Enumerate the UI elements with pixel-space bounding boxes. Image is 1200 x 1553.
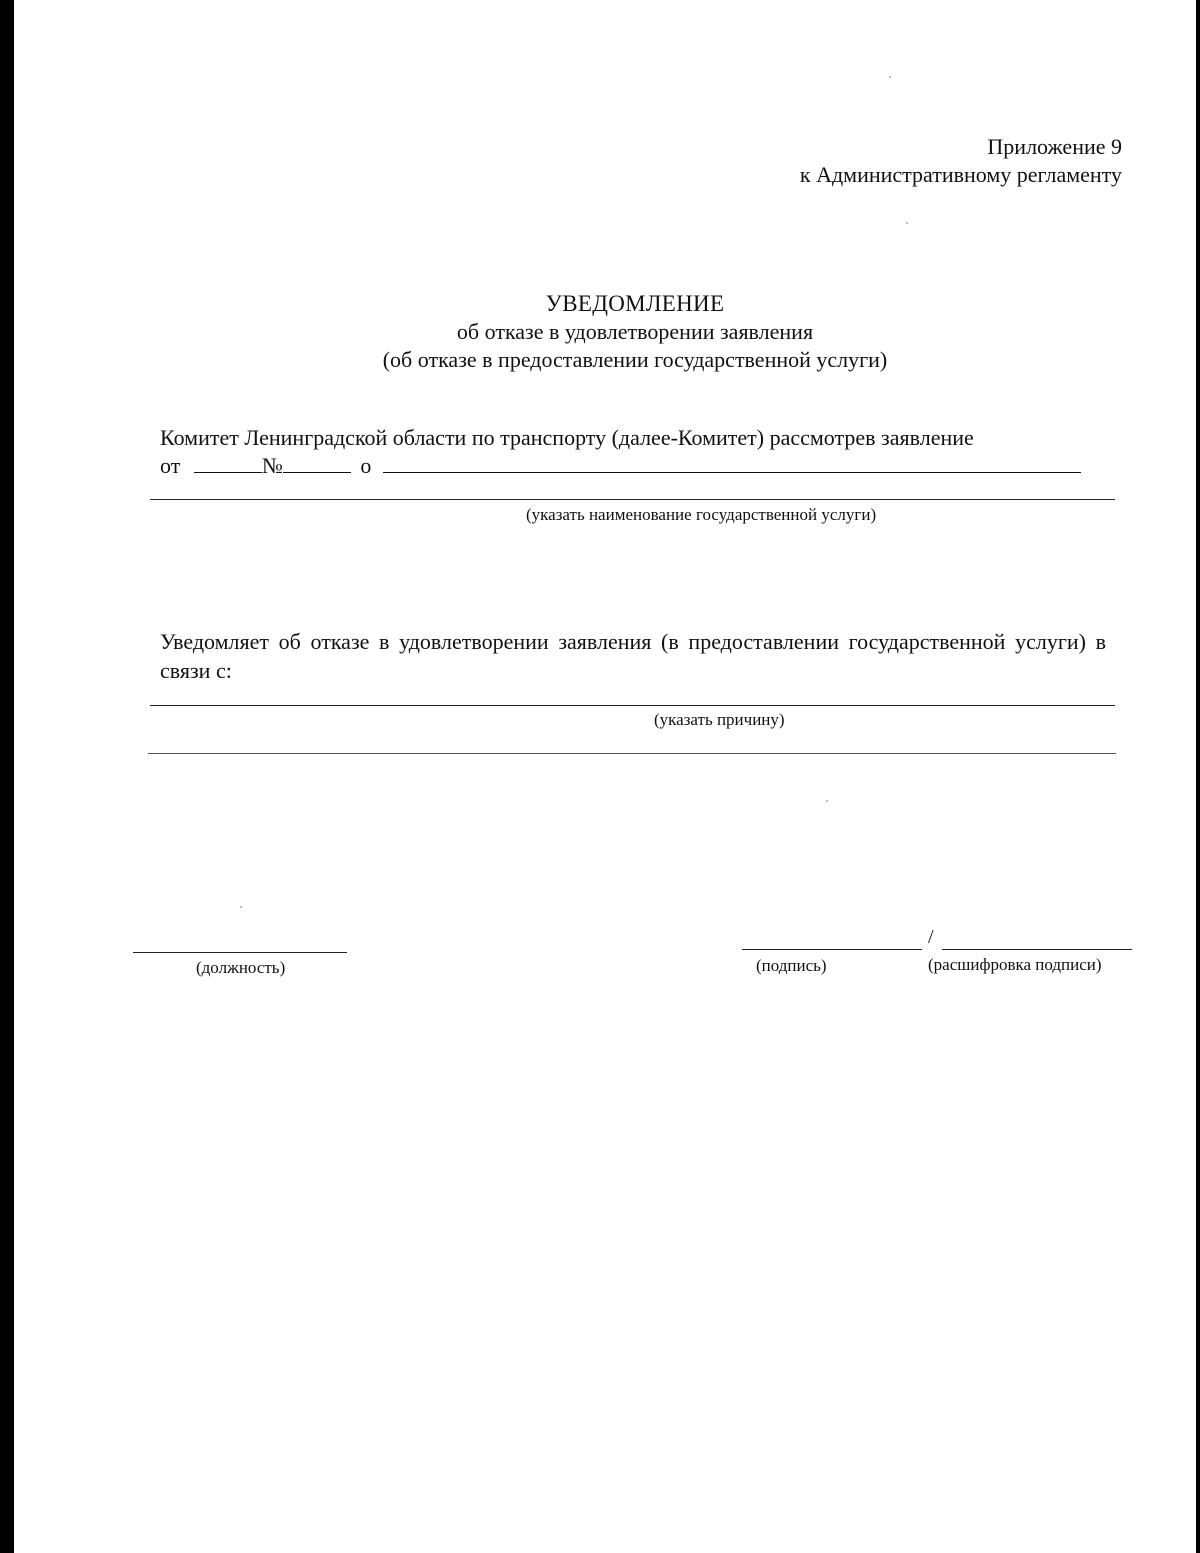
signature-decoding-caption: (расшифровка подписи) xyxy=(928,955,1102,974)
appendix-number: Приложение 9 xyxy=(987,134,1122,159)
from-label: от xyxy=(160,453,181,478)
reason-line xyxy=(150,705,1115,706)
document-title xyxy=(0,290,1200,374)
number-label: № xyxy=(261,453,283,478)
position-caption: (должность) xyxy=(196,958,286,977)
signature-decoding-line xyxy=(942,949,1132,950)
scan-speck xyxy=(889,76,891,78)
application-paragraph xyxy=(160,424,1081,480)
signature-line xyxy=(742,949,922,950)
refusal-notice: Уведомляет об отказе в удовлетворении заявления (в предоставлении государственной услуги) в связи с: xyxy=(160,629,1106,683)
scan-speck xyxy=(906,222,908,224)
signature-caption: (подпись) xyxy=(756,956,827,975)
signature-slash: / xyxy=(928,926,934,948)
reason-line-2 xyxy=(148,753,1116,754)
reason-caption: (указать причину) xyxy=(654,710,785,729)
service-name-caption: (указать наименование государственной услуги) xyxy=(526,505,877,524)
date-blank xyxy=(194,452,262,473)
about-label: о xyxy=(360,453,372,478)
number-blank xyxy=(283,452,351,473)
service-name-line xyxy=(150,499,1115,500)
scan-edge-right xyxy=(1196,0,1200,1553)
position-line xyxy=(133,952,347,953)
appendix-header xyxy=(800,133,1122,189)
scan-speck xyxy=(826,800,828,802)
subject-blank xyxy=(383,452,1081,473)
scan-speck xyxy=(240,906,242,908)
title-subtitle-1: об отказе в удовлетворении заявления xyxy=(456,319,814,344)
application-details-line xyxy=(160,452,1081,480)
title-subtitle-2: (об отказе в предоставлении государственной услуги) xyxy=(382,347,888,372)
scan-edge-left xyxy=(0,0,14,1553)
title-main: УВЕДОМЛЕНИЕ xyxy=(545,291,725,316)
appendix-reference: к Административному регламенту xyxy=(799,162,1122,187)
application-intro: Комитет Ленинградской области по транспорту (далее-Комитет) рассмотрев заявление xyxy=(160,425,974,450)
